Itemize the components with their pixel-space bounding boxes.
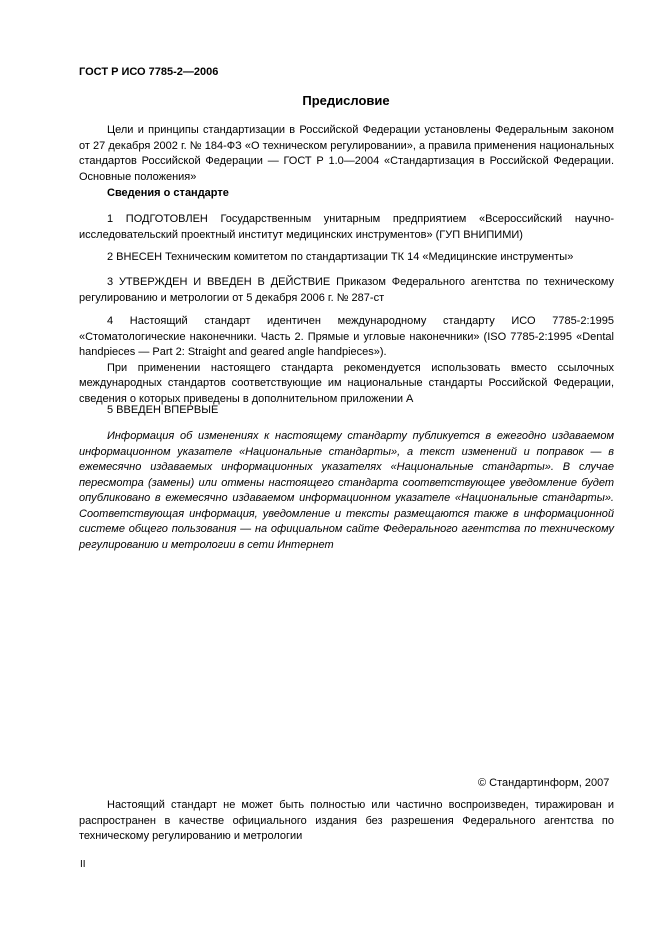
intro-paragraph xyxy=(79,123,614,185)
document-code: ГОСТ Р ИСО 7785-2—2006 xyxy=(79,66,219,78)
copyright: © Стандартинформ, 2007 xyxy=(478,777,610,789)
item-4-note: При применении настоящего стандарта рекомендуется использовать вместо ссылочных международных стандартов соответствующие им национальные стандарты Российской Федерации, сведения о которых приведены в дополнительном приложении А xyxy=(79,361,614,405)
item-1-text: 1 ПОДГОТОВЛЕН Государственным унитарным предприятием «Всероссийский научно-исследовательский проектный институт медицинских инструментов» (ГУП ВНИПИМИ) xyxy=(79,213,614,241)
item-4 xyxy=(79,314,614,407)
page-title: Предисловие xyxy=(302,93,390,108)
info-notice-text: Информация об изменениях к настоящему стандарту публикуется в ежегодно издаваемом информационном указателе «Национальные стандарты», а текст изменений и поправок — в ежемесячно издаваемых информационных указателях «Национальные стандарты». В случае пересмотра (замены) или отмены настоящего стандарта соответствующее уведомление будет опубликовано в ежемесячно издаваемом информационном указателе «Национальные стандарты». Соответствующая информация, уведомление и тексты размещаются также в информационной системе общего пользования — на официальном сайте Федерального агентства по техническому регулированию и метрологии в сети Интернет xyxy=(79,430,614,551)
intro-text: Цели и принципы стандартизации в Российской Федерации установлены Федеральным законом от 27 декабря 2002 г. № 184-ФЗ «О техническом регулировании», а правила применения национальных стандартов Российской Федерации — ГОСТ Р 1.0—2004 «Стандартизация в Российской Федерации. Основные положения» xyxy=(79,124,614,183)
item-1 xyxy=(79,212,614,243)
item-5 xyxy=(79,403,614,419)
item-3 xyxy=(79,275,614,306)
item-3-text: 3 УТВЕРЖДЕН И ВВЕДЕН В ДЕЙСТВИЕ Приказом Федерального агентства по техническому регулированию и метрологии от 5 декабря 2006 г. № 287-ст xyxy=(79,276,614,304)
section-subheading: Сведения о стандарте xyxy=(107,187,229,199)
page-number: II xyxy=(80,859,86,870)
item-2 xyxy=(79,250,614,266)
footer-notice xyxy=(79,798,614,845)
info-notice xyxy=(79,429,614,553)
item-4-text: 4 Настоящий стандарт идентичен международному стандарту ИСО 7785-2:1995 «Стоматологические наконечники. Часть 2. Прямые и угловые наконечники» (ISO 7785-2:1995 «Dental handpieces — Part 2: Straight and geared angle handpieces»). xyxy=(79,315,614,358)
item-5-text: 5 ВВЕДЕН ВПЕРВЫЕ xyxy=(107,404,219,416)
item-2-text: 2 ВНЕСЕН Техническим комитетом по стандартизации ТК 14 «Медицинские инструменты» xyxy=(107,251,574,263)
footer-notice-text: Настоящий стандарт не может быть полностью или частично воспроизведен, тиражирован и распространен в качестве официального издания без разрешения Федерального агентства по техническому регулированию и метрологии xyxy=(79,799,614,842)
